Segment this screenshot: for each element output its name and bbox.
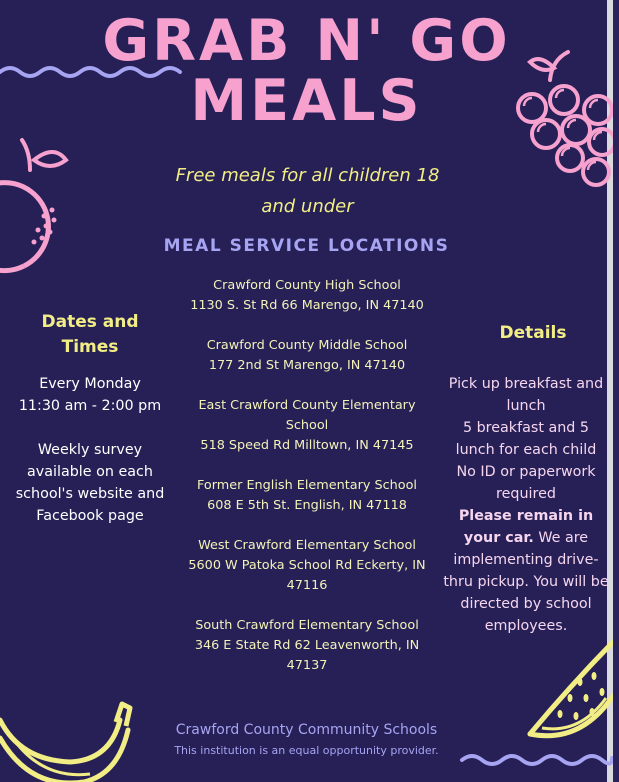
dates-time: 11:30 am - 2:00 pm <box>18 398 162 414</box>
details-remain-bold: Please remain in your car. <box>458 508 594 546</box>
orange-icon <box>0 130 80 280</box>
dates-day: Every Monday <box>39 376 141 392</box>
details-heading: Details <box>499 323 567 343</box>
location-name: South Crawford Elementary School <box>195 618 419 633</box>
location-item <box>176 536 438 596</box>
location-item <box>176 276 438 316</box>
location-item <box>176 476 438 516</box>
location-name: Crawford County Middle School <box>206 338 408 353</box>
subtitle <box>140 160 475 222</box>
location-address: 608 E 5th St. English, IN 47118 <box>207 498 407 513</box>
footer-org: Crawford County Community Schools <box>175 722 438 738</box>
details-remain-rest: We are implementing drive-thru pickup. You will be directed by school employees. <box>443 530 609 634</box>
page-title-line2: MEALS <box>190 68 423 134</box>
location-name: West Crawford Elementary School <box>198 538 416 553</box>
location-address: 518 Speed Rd Milltown, IN 47145 <box>200 438 414 453</box>
footer-notice: This institution is an equal opportunity provider. <box>174 744 439 757</box>
page-title: GRAB N' GO <box>102 8 511 74</box>
location-address: 1130 S. St Rd 66 Marengo, IN 47140 <box>190 298 424 313</box>
details-count: 5 breakfast and 5 lunch for each child <box>455 420 597 458</box>
subtitle-line: Free meals for all children 18 <box>175 165 440 186</box>
location-address: 5600 W Patoka School Rd Eckerty, IN 47116 <box>188 558 426 593</box>
dates-heading: Dates and Times <box>41 312 139 357</box>
watermelon-icon <box>520 636 613 756</box>
location-item <box>176 616 438 676</box>
dates-text <box>6 373 174 527</box>
location-address: 177 2nd St Marengo, IN 47140 <box>208 358 406 373</box>
location-name: Crawford County High School <box>213 278 401 293</box>
subtitle-line: and under <box>261 196 354 217</box>
locations-list <box>176 276 438 696</box>
details-pickup: Pick up breakfast and lunch <box>448 376 604 414</box>
location-name: East Crawford County Elementary School <box>198 398 416 433</box>
survey-note: Weekly survey available on each school's website and Facebook page <box>15 442 165 524</box>
location-item <box>176 336 438 376</box>
section-heading: MEAL SERVICE LOCATIONS <box>163 236 450 256</box>
location-item <box>176 396 438 456</box>
details-no-id: No ID or paperwork required <box>456 464 596 502</box>
location-address: 346 E State Rd 62 Leavenworth, IN 47137 <box>194 638 420 673</box>
details-remain <box>443 505 609 637</box>
details-text <box>443 373 609 637</box>
location-name: Former English Elementary School <box>197 478 417 493</box>
